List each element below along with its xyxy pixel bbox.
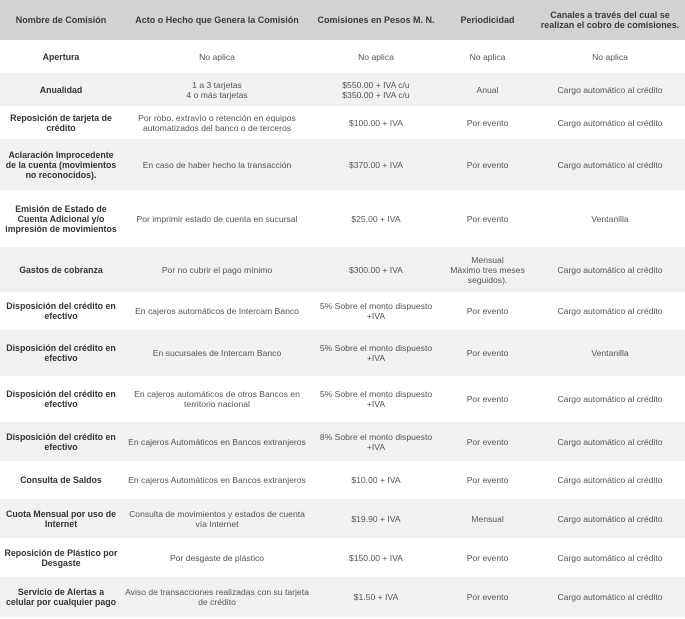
cell-act: En sucursales de Intercam Banco — [122, 330, 312, 376]
cell-name: Disposición del crédito en efectivo — [0, 330, 122, 376]
cell-name: Servicio de Alertas a celular por cualquier pago — [0, 577, 122, 617]
cell-fee: $1.50 + IVA — [312, 577, 440, 617]
cell-fee: $300.00 + IVA — [312, 247, 440, 292]
cell-period: Por evento — [440, 106, 535, 139]
cell-line: Máximo tres meses seguidos). — [450, 264, 525, 285]
cell-act: En caso de haber hecho la transacción — [122, 139, 312, 190]
header-act: Acto o Hecho que Genera la Comisión — [122, 0, 312, 40]
cell-name: Gastos de cobranza — [0, 247, 122, 292]
cell-period: Anual — [440, 73, 535, 106]
cell-name: Aclaración Improcedente de la cuenta (movimientos no reconocidos). — [0, 139, 122, 190]
cell-period: Por evento — [440, 292, 535, 330]
cell-channel: Cargo automático al crédito — [535, 577, 685, 617]
cell-name: Cuota Mensual por uso de Internet — [0, 499, 122, 538]
cell-fee: 5% Sobre el monto dispuesto +IVA — [312, 330, 440, 376]
cell-period: Por evento — [440, 376, 535, 422]
cell-fee: 5% Sobre el monto dispuesto +IVA — [312, 376, 440, 422]
cell-channel: Cargo automático al crédito — [535, 538, 685, 577]
table-row — [0, 422, 685, 461]
header-period: Periodicidad — [440, 0, 535, 40]
cell-period: Por evento — [440, 577, 535, 617]
table-row — [0, 106, 685, 139]
cell-fee: $100.00 + IVA — [312, 106, 440, 139]
table-row — [0, 376, 685, 422]
cell-channel: Cargo automático al crédito — [535, 461, 685, 499]
cell-name: Emisión de Estado de Cuenta Adicional y/o impresión de movimientos — [0, 190, 122, 247]
cell-name: Consulta de Saldos — [0, 461, 122, 499]
cell-channel: Cargo automático al crédito — [535, 106, 685, 139]
cell-fee: $370.00 + IVA — [312, 139, 440, 190]
cell-channel: Ventanilla — [535, 330, 685, 376]
cell-channel: Ventanilla — [535, 190, 685, 247]
cell-period: Por evento — [440, 139, 535, 190]
cell-channel: Cargo automático al crédito — [535, 292, 685, 330]
cell-fee: $10.00 + IVA — [312, 461, 440, 499]
cell-period — [440, 247, 535, 292]
header-channel: Canales a través del cual se realizan el cobro de comisiones. — [535, 0, 685, 40]
cell-name: Disposición del crédito en efectivo — [0, 292, 122, 330]
cell-act — [122, 73, 312, 106]
cell-channel: Cargo automático al crédito — [535, 247, 685, 292]
cell-act: En cajeros automáticos de otros Bancos en territorio nacional — [122, 376, 312, 422]
table-row — [0, 499, 685, 538]
cell-period: Mensual — [440, 499, 535, 538]
cell-period: Por evento — [440, 330, 535, 376]
cell-name: Apertura — [0, 40, 122, 73]
cell-name: Reposición de tarjeta de crédito — [0, 106, 122, 139]
table-row — [0, 330, 685, 376]
cell-channel: Cargo automático al crédito — [535, 73, 685, 106]
cell-channel: Cargo automático al crédito — [535, 499, 685, 538]
cell-fee: 8% Sobre el monto dispuesto +IVA — [312, 422, 440, 461]
cell-act: Por desgaste de plástico — [122, 538, 312, 577]
cell-fee — [312, 73, 440, 106]
cell-line: $550.00 + IVA c/u — [342, 79, 410, 90]
cell-act: En cajeros Automáticos en Bancos extranjeros — [122, 422, 312, 461]
cell-channel: No aplica — [535, 40, 685, 73]
cell-line: Mensual — [471, 254, 504, 265]
cell-period: Por evento — [440, 422, 535, 461]
table-row — [0, 190, 685, 247]
cell-line: 4 o más tarjetas — [186, 89, 248, 100]
cell-act: En cajeros automáticos de Intercam Banco — [122, 292, 312, 330]
cell-act: Por imprimir estado de cuenta en sucursal — [122, 190, 312, 247]
cell-channel: Cargo automático al crédito — [535, 376, 685, 422]
cell-fee: 5% Sobre el monto dispuesto +IVA — [312, 292, 440, 330]
cell-name: Anualidad — [0, 73, 122, 106]
table-row — [0, 40, 685, 73]
table-row — [0, 292, 685, 330]
cell-act: Aviso de transacciones realizadas con su tarjeta de crédito — [122, 577, 312, 617]
cell-name: Reposición de Plástico por Desgaste — [0, 538, 122, 577]
table-row — [0, 538, 685, 577]
cell-act: En cajeros Automáticos en Bancos extranjeros — [122, 461, 312, 499]
cell-act: No aplica — [122, 40, 312, 73]
cell-fee: $25.00 + IVA — [312, 190, 440, 247]
table-body — [0, 40, 685, 617]
header-name: Nombre de Comisión — [0, 0, 122, 40]
cell-act: Por no cubrir el pago mínimo — [122, 247, 312, 292]
cell-period: Por evento — [440, 190, 535, 247]
cell-period: Por evento — [440, 538, 535, 577]
cell-period: Por evento — [440, 461, 535, 499]
table-row — [0, 139, 685, 190]
cell-act: Consulta de movimientos y estados de cuenta vía Internet — [122, 499, 312, 538]
cell-name: Disposición del crédito en efectivo — [0, 422, 122, 461]
cell-channel: Cargo automático al crédito — [535, 422, 685, 461]
header-row — [0, 0, 685, 40]
cell-channel: Cargo automático al crédito — [535, 139, 685, 190]
table-row — [0, 247, 685, 292]
table-row — [0, 73, 685, 106]
cell-fee: $19.90 + IVA — [312, 499, 440, 538]
cell-name: Disposición del crédito en efectivo — [0, 376, 122, 422]
table-row — [0, 577, 685, 617]
cell-fee: $150.00 + IVA — [312, 538, 440, 577]
cell-line: $350.00 + IVA c/u — [342, 89, 410, 100]
cell-act: Por robo, extravío o retención en equipos automatizados del banco o de terceros — [122, 106, 312, 139]
table-row — [0, 461, 685, 499]
cell-fee: No aplica — [312, 40, 440, 73]
header-fee: Comisiones en Pesos M. N. — [312, 0, 440, 40]
cell-line: 1 a 3 tarjetas — [192, 79, 242, 90]
cell-period: No aplica — [440, 40, 535, 73]
